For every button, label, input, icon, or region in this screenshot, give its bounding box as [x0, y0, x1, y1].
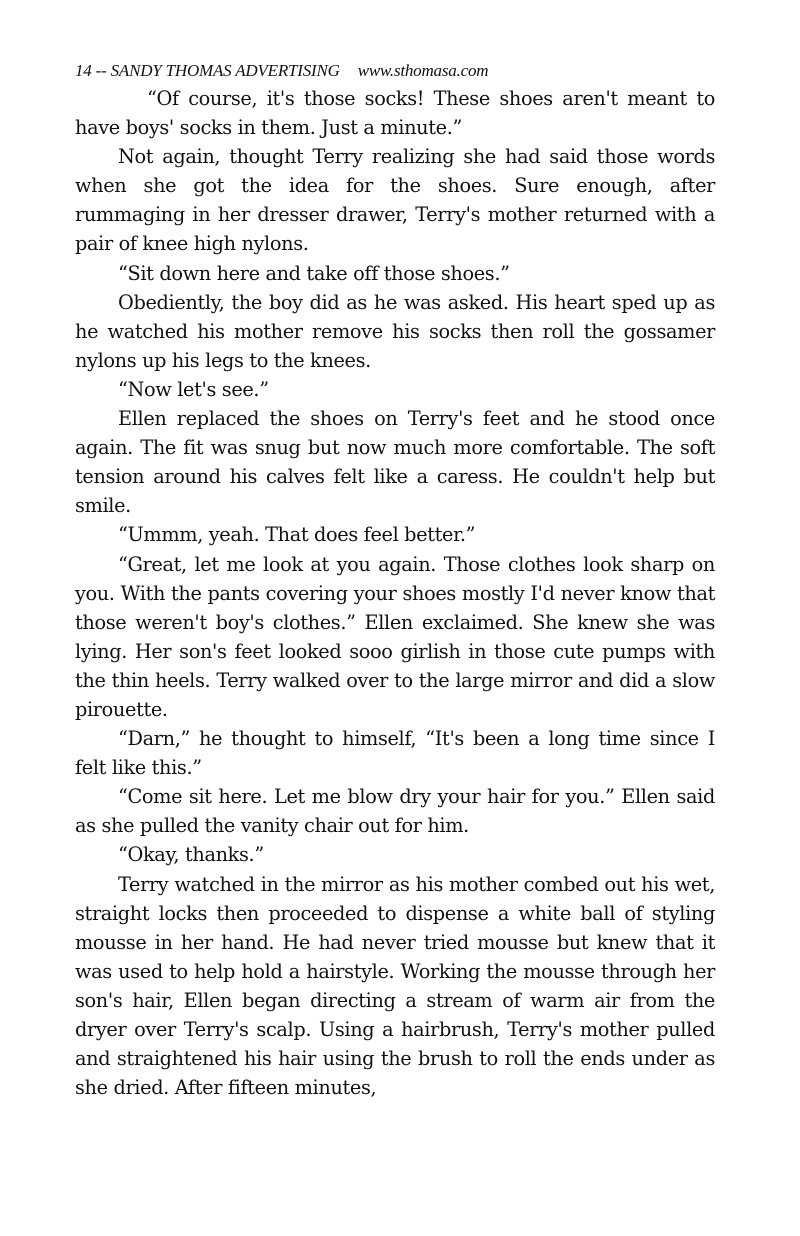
paragraph: “Now let's see.” — [118, 377, 269, 401]
website-url: www.sthomasa.com — [357, 61, 489, 80]
paragraph: Terry watched in the mirror as his mother combed out his wet, straight locks then proceeded to dispense a white ball of styling mousse in her hand. He had never tried mousse but knew that it was used to help hold a hairstyle. Working the mousse through her son's hair, Ellen began directing a stream of warm air from the dryer over Terry's scalp. Using a hairbrush, Terry's mother pulled and straightened his hair using the brush to roll the ends under as she dried. After fifteen minutes, — [75, 872, 715, 1100]
running-header — [75, 58, 715, 84]
book-page — [75, 58, 715, 1102]
paragraph: Not again, thought Terry realizing she had said those words when she got the idea for the shoes. Sure enough, after rummaging in her dresser drawer, Terry's mother returned with a pair of knee high nylons. — [75, 145, 715, 256]
paragraph: “Come sit here. Let me blow dry your hair for you.” Ellen said as she pulled the vanity chair out for him. — [75, 785, 715, 838]
paragraph: “Darn,” he thought to himself, “It's been a long time since I felt like this.” — [75, 727, 715, 780]
paragraph: “Great, let me look at you again. Those clothes look sharp on you. With the pants covering your shoes mostly I'd never know that those weren't boy's clothes.” Ellen exclaimed. She knew she was lying. Her son's feet looked sooo girlish in those cute pumps with the thin heels. Terry walked over to the large mirror and did a slow pirouette. — [75, 552, 715, 721]
paragraph: Ellen replaced the shoes on Terry's feet and he stood once again. The fit was snug but now much more comfortable. The soft tension around his calves felt like a caress. He couldn't help but smile. — [75, 407, 715, 518]
body-text — [75, 84, 715, 1102]
paragraph: “Ummm, yeah. That does feel better.” — [118, 523, 476, 547]
paragraph: “Of course, it's those socks! These shoes aren't meant to have boys' socks in them. Just a minute.” — [75, 87, 715, 140]
page-number-and-publisher: 14 -- SANDY THOMAS ADVERTISING — [75, 61, 340, 80]
paragraph: Obediently, the boy did as he was asked. His heart sped up as he watched his mother remove his socks then roll the gossamer nylons up his legs to the knees. — [75, 290, 715, 372]
paragraph: “Sit down here and take off those shoes.” — [118, 261, 510, 285]
paragraph: “Okay, thanks.” — [118, 843, 264, 867]
